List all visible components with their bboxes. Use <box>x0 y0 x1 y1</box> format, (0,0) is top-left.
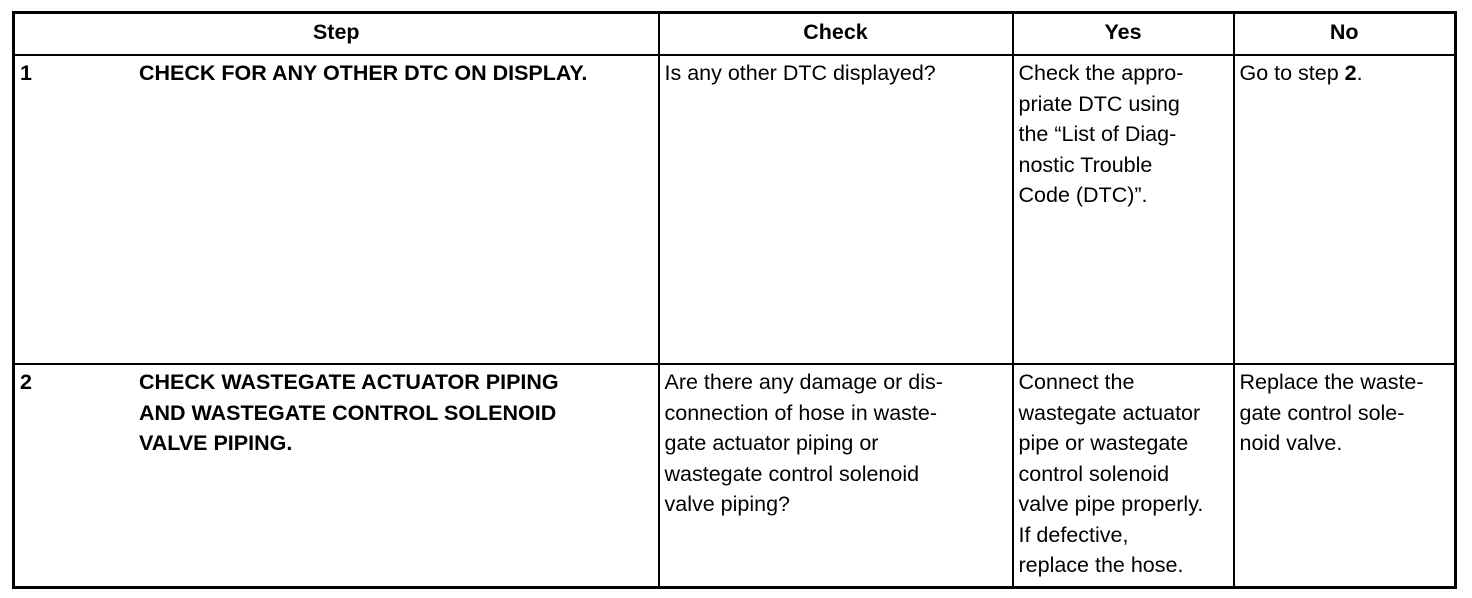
no-text-suffix: . <box>1356 61 1363 85</box>
no-cell <box>1234 55 1456 364</box>
yes-line: pipe or wastegate <box>1018 431 1189 455</box>
no-cell <box>1234 364 1456 588</box>
no-line: gate control sole- <box>1239 400 1405 425</box>
check-line: Are there any damage or dis- <box>664 370 943 394</box>
no-line: noid valve. <box>1239 431 1343 455</box>
no-text: Go to step <box>1239 61 1345 85</box>
yes-line: nostic Trouble <box>1018 152 1153 177</box>
header-no: No <box>1234 13 1456 56</box>
yes-line: wastegate actuator <box>1018 400 1201 425</box>
step-number: 2 <box>20 370 32 394</box>
check-line: valve piping? <box>664 492 791 516</box>
yes-cell <box>1013 364 1234 588</box>
no-step-reference: 2 <box>1344 61 1357 85</box>
table-row <box>14 364 1456 588</box>
header-step: Step <box>14 13 659 56</box>
yes-line: If defective, <box>1018 522 1129 547</box>
step-cell <box>14 364 659 588</box>
step-title-line: CHECK WASTEGATE ACTUATOR PIPING <box>139 370 559 394</box>
step-title-line: VALVE PIPING. <box>139 431 293 455</box>
check-cell <box>659 55 1013 364</box>
yes-line: valve pipe properly. <box>1018 492 1204 516</box>
yes-line: Check the appro- <box>1018 61 1184 85</box>
yes-line: control solenoid <box>1018 461 1170 486</box>
check-cell <box>659 364 1013 588</box>
yes-line: the “List of Diag- <box>1018 122 1177 146</box>
step-title: CHECK FOR ANY OTHER DTC ON DISPLAY. <box>139 61 588 85</box>
yes-cell <box>1013 55 1234 364</box>
diagnostic-table <box>12 11 1457 589</box>
step-number: 1 <box>20 61 32 85</box>
step-cell <box>14 55 659 364</box>
check-line: Is any other DTC displayed? <box>664 61 936 85</box>
yes-line: Connect the <box>1018 370 1135 394</box>
step-title <box>139 367 653 459</box>
step-title-line: AND WASTEGATE CONTROL SOLENOID <box>139 400 557 425</box>
yes-line: replace the hose. <box>1018 553 1184 577</box>
check-line: connection of hose in waste- <box>664 400 937 425</box>
yes-line: priate DTC using <box>1018 91 1180 116</box>
check-line: gate actuator piping or <box>664 431 879 455</box>
yes-line: Code (DTC)”. <box>1018 183 1148 207</box>
no-line: Replace the waste- <box>1239 370 1424 394</box>
header-yes: Yes <box>1013 13 1234 56</box>
header-row <box>14 13 1456 56</box>
header-check: Check <box>659 13 1013 56</box>
check-line: wastegate control solenoid <box>664 461 920 486</box>
table-row <box>14 55 1456 364</box>
